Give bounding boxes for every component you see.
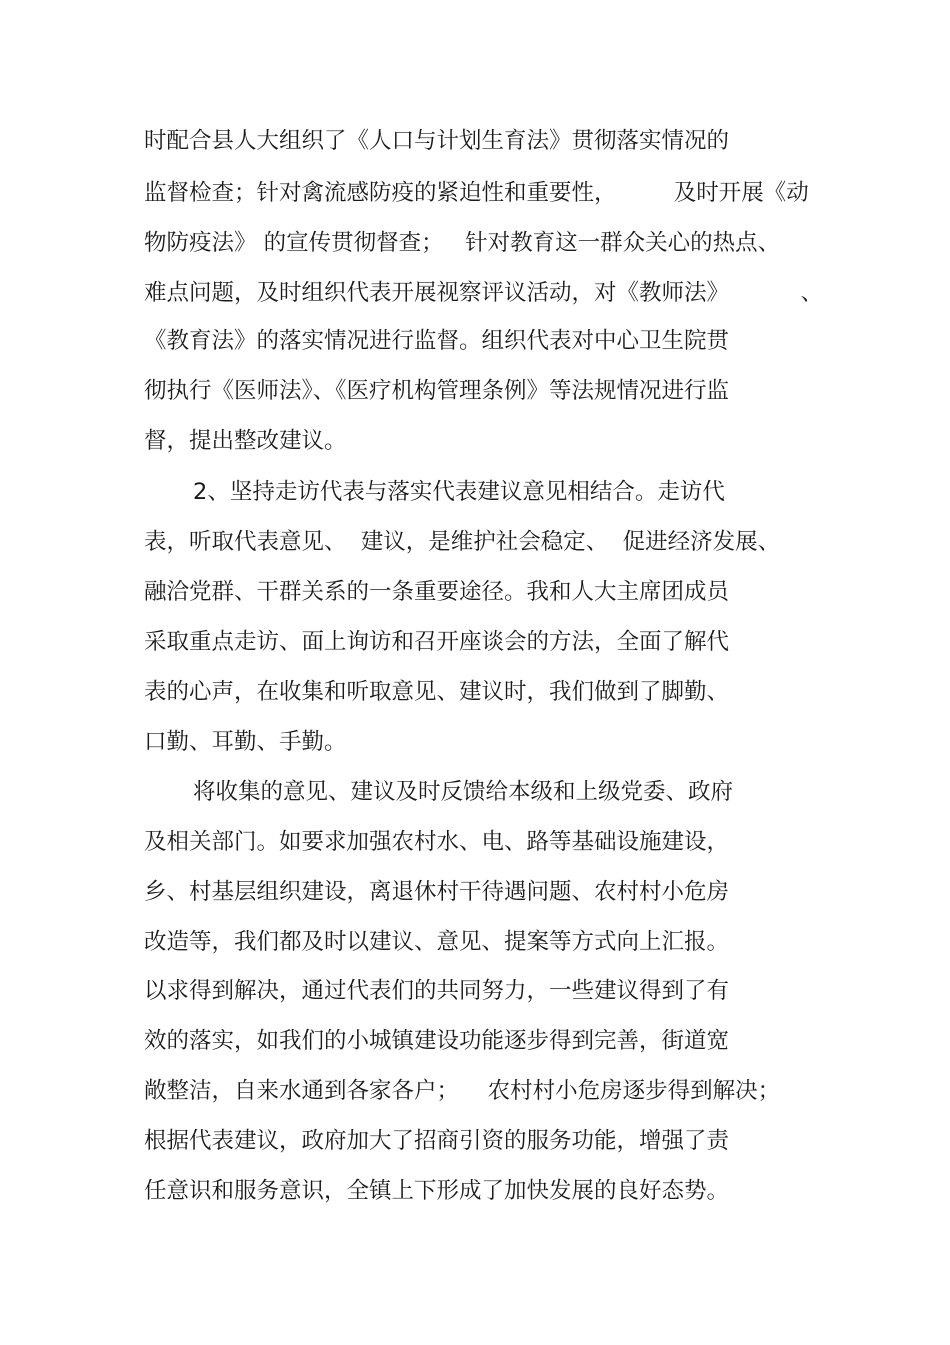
text-line: 效的落实，如我们的小城镇建设功能逐步得到完善，街道宽 [144, 1028, 730, 1054]
text-line: 乡、村基层组织建设，离退休村干待遇问题、农村村小危房 [144, 879, 730, 905]
text-line: 根据代表建议，政府加大了招商引资的服务功能，增强了责 [144, 1128, 730, 1154]
text-line: 表的心声，在收集和听取意见、建议时，我们做到了脚勤、 [144, 679, 730, 705]
text-line: 口勤、耳勤、手勤。 [144, 729, 347, 755]
text-line: 《教育法》的落实情况进行监督。组织代表对中心卫生院贯 [144, 328, 730, 354]
text-line: 督，提出整改建议。 [144, 428, 347, 454]
text-line: 表，听取代表意见、 建议，是维护社会稳定、 促进经济发展、 [144, 529, 781, 555]
text-line: 物防疫法》 的宣传贯彻督查； 针对教育这一群众关心的热点、 [144, 230, 781, 256]
paragraph-start-line: 将收集的意见、建议及时反馈给本级和上级党委、政府 [193, 779, 734, 805]
text-line: 以求得到解决，通过代表们的共同努力，一些建议得到了有 [144, 978, 730, 1004]
text-line: 任意识和服务意识，全镇上下形成了加快发展的良好态势。 [144, 1178, 730, 1204]
text-line: 采取重点走访、面上询访和召开座谈会的方法，全面了解代 [144, 629, 730, 655]
text-line: 融洽党群、干群关系的一条重要途径。我和人大主席团成员 [144, 579, 730, 605]
text-line: 敞整洁，自来水通到各家各户； 农村村小危房逐步得到解决； [144, 1078, 781, 1104]
text-line: 及相关部门。如要求加强农村水、电、路等基础设施建设， [144, 829, 730, 855]
text-line: 彻执行《医师法》、《医疗机构管理条例》等法规情况进行监 [144, 378, 730, 404]
text-line: 难点问题，及时组织代表开展视察评议活动，对《教师法》 、 [144, 280, 824, 306]
paragraph-start-line: 2、坚持走访代表与落实代表建议意见相结合。走访代 [193, 479, 725, 505]
text-line: 监督检查；针对禽流感防疫的紧迫性和重要性， 及时开展《动 [144, 180, 809, 206]
text-line: 时配合县人大组织了《人口与计划生育法》贯彻落实情况的 [144, 128, 730, 154]
text-line: 改造等，我们都及时以建议、意见、提案等方式向上汇报。 [144, 929, 730, 955]
